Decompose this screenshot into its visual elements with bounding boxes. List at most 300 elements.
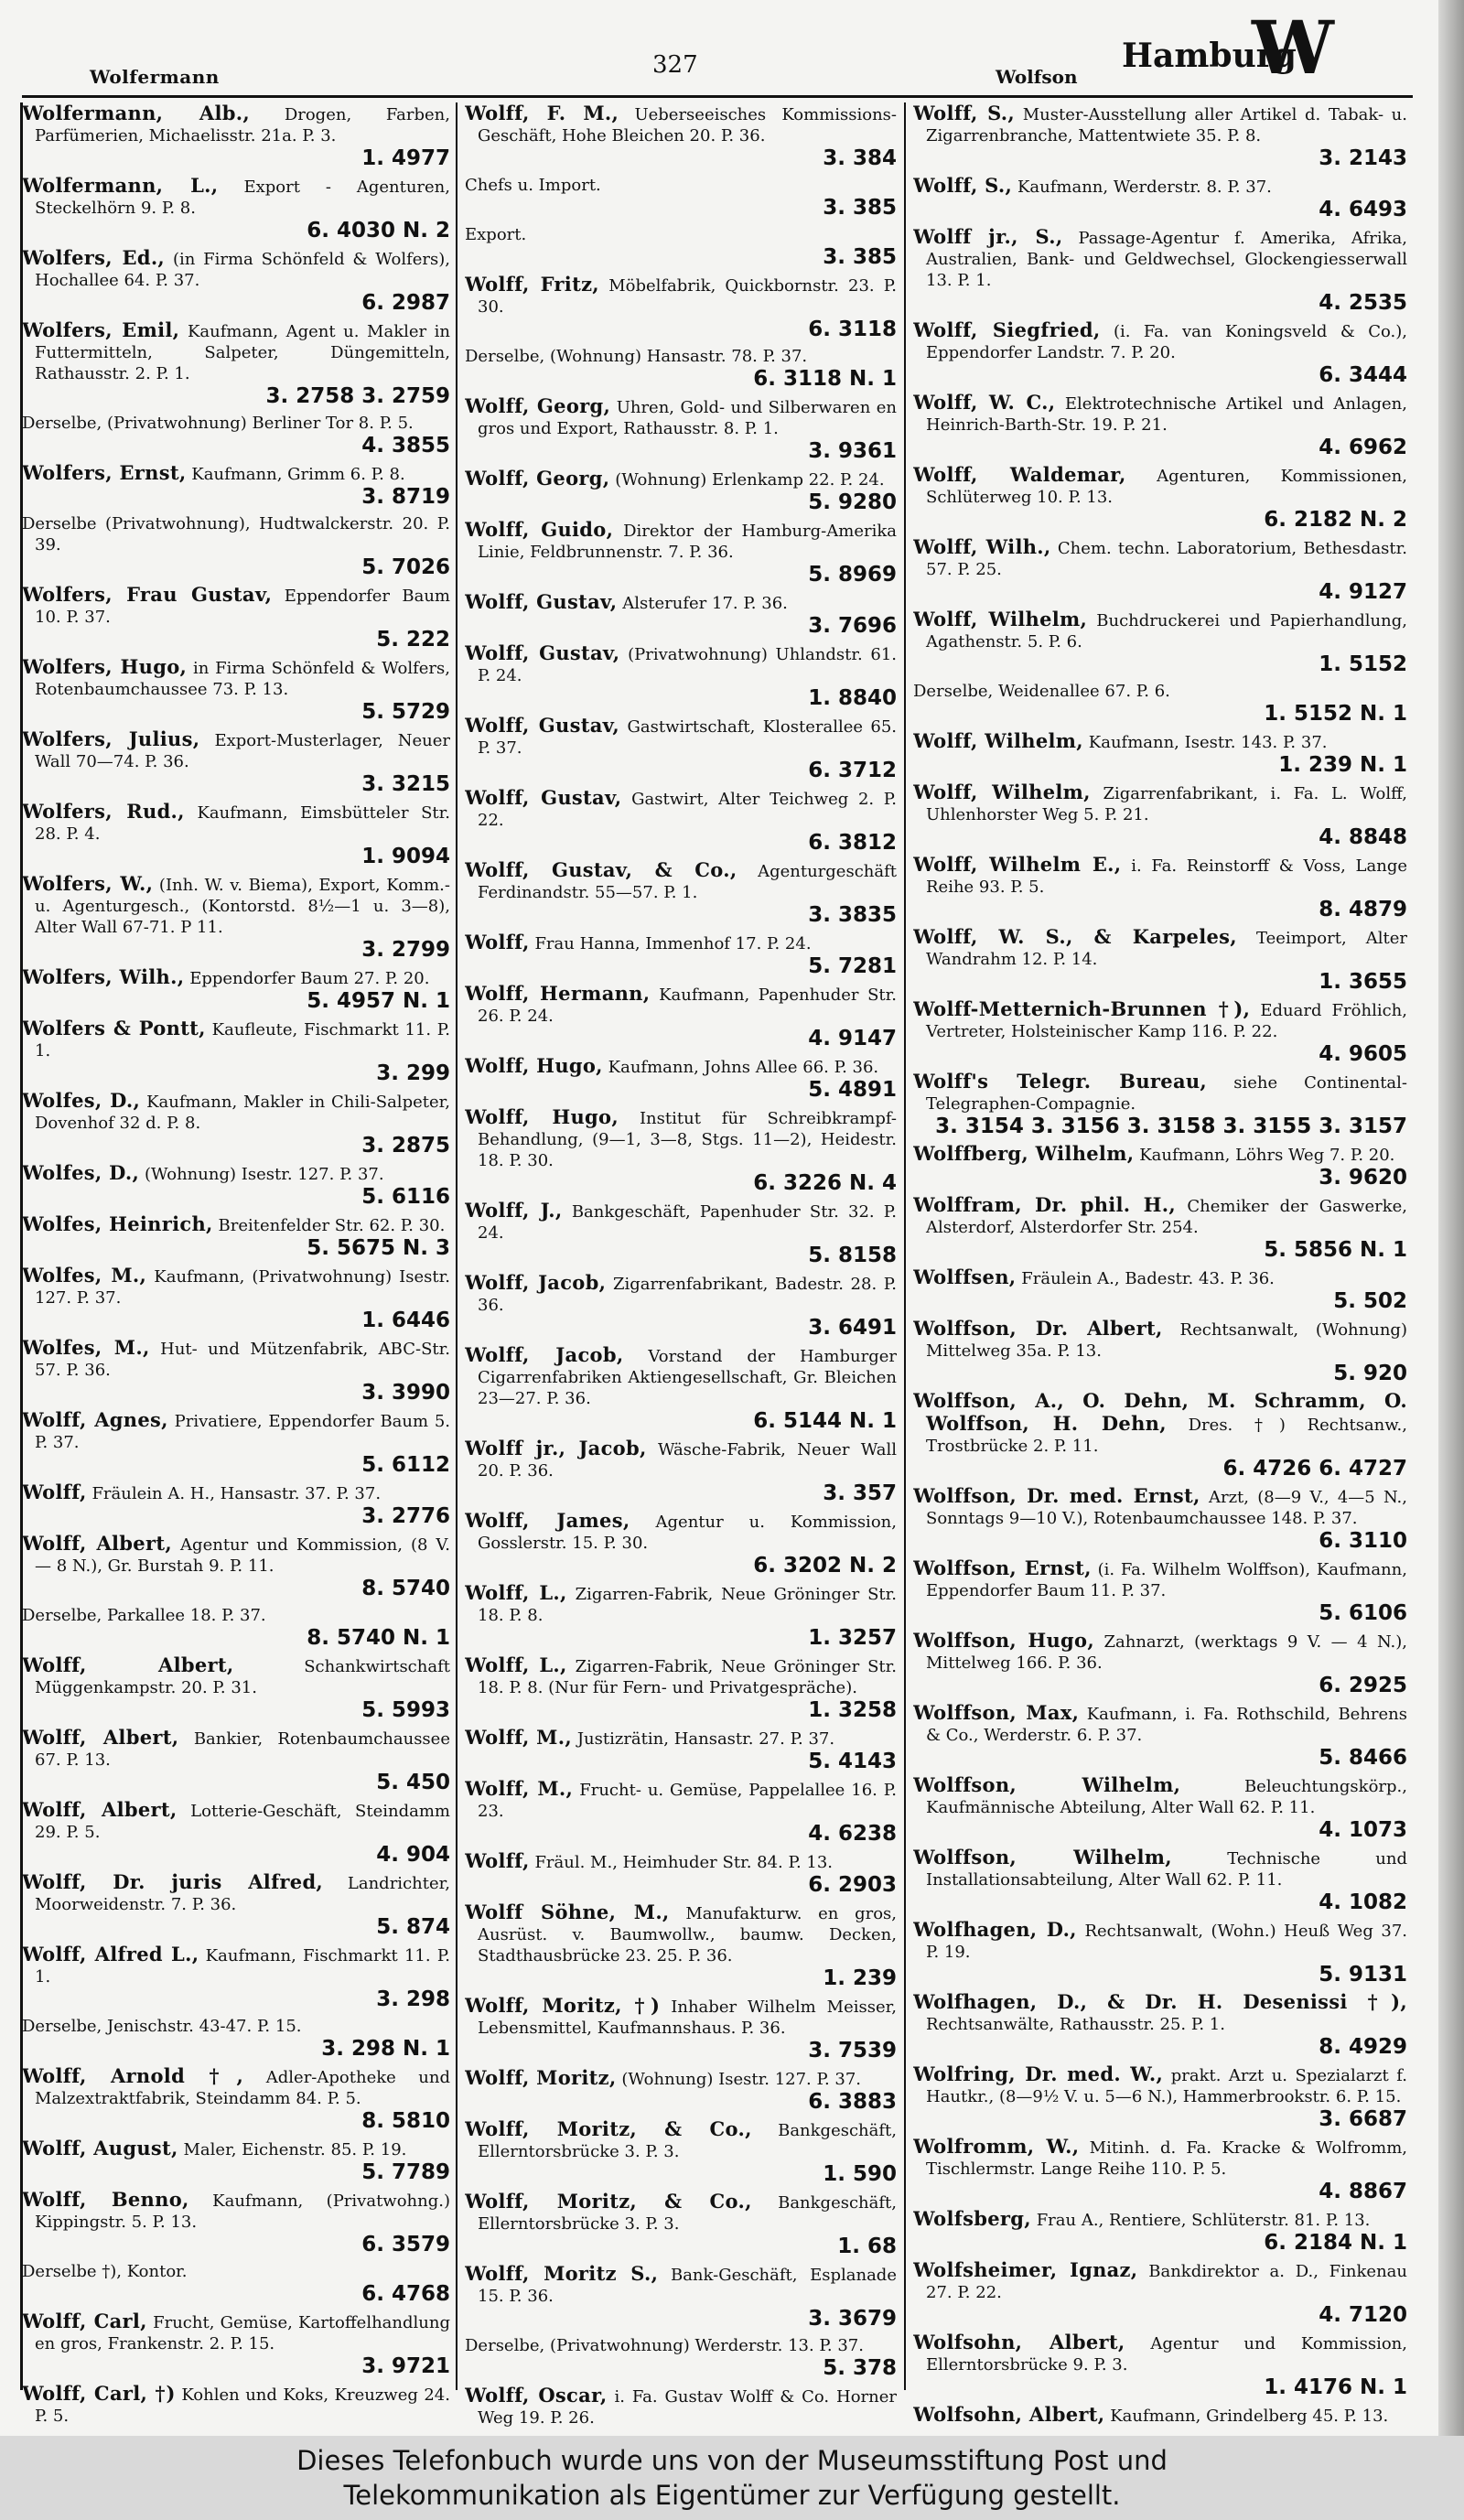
directory-entry [913, 536, 1407, 604]
directory-entry [465, 1438, 897, 1505]
directory-entry [22, 1265, 450, 1332]
entry-name: Wolffson, A., O. Dehn, M. Schramm, O. Wolffson, H. Dehn, [913, 1389, 1407, 1435]
directory-entry [22, 1481, 450, 1528]
entry-name: Wolff, Gustav, [465, 786, 622, 809]
entry-phone-number: 4. 6493 [1319, 198, 1407, 221]
entry-name: Wolfromm, W., [913, 2135, 1080, 2158]
entry-phone-number: 3. 6491 [808, 1316, 897, 1340]
directory-entry [465, 2335, 897, 2380]
entry-name: Wolff, [465, 1849, 530, 1872]
directory-entry [913, 464, 1407, 532]
entry-details: Kaufmann, Eimsbütteler Str. 28. P. 4. [35, 803, 450, 844]
entry-phone-number: 3. 385 [823, 245, 897, 269]
entry-details: Rechtsanwälte, Rathausstr. 25. P. 1. [926, 2015, 1225, 2034]
entry-phone-number: 4. 2535 [1319, 291, 1407, 315]
entry-details: Fräul. M., Heimhuder Str. 84. P. 13. [534, 1853, 834, 1872]
entry-phone-number: 6. 3579 [361, 2233, 450, 2256]
entry-name: Wolff, [465, 931, 530, 953]
entry-name: Wolff, S., [913, 174, 1013, 197]
entry-details: Kaufmann, Agent u. Makler in Futtermitteln, Salpeter, Düngemitteln, Rathausstr. 2. P. 1. [35, 322, 450, 383]
entry-name: Wolff, Hugo, [465, 1105, 619, 1128]
directory-entry [465, 2385, 897, 2427]
entry-details: Kaufmann, Makler in Chili-Salpeter, Dovenhof 32 d. P. 8. [35, 1093, 450, 1133]
entry-phone-number: 8. 4879 [1319, 898, 1407, 921]
directory-column-2 [465, 102, 897, 2427]
entry-name: Wolffsen, [913, 1265, 1017, 1288]
entry-phone-number: 1. 4977 [361, 146, 450, 170]
directory-entry [465, 346, 897, 391]
entry-name: Wolff, Wilhelm, [913, 608, 1088, 630]
entry-phone-number: 3. 357 [823, 1481, 897, 1505]
entry-details: Eppendorfer Baum 10. P. 37. [35, 587, 450, 627]
entry-details: Vorstand der Hamburger Cigarrenfabriken Aktiengesellschaft, Gr. Bleichen 23—27. P. 36. [478, 1347, 897, 1408]
directory-entry [22, 1337, 450, 1405]
entry-phone-number: 3. 9620 [1319, 1166, 1407, 1190]
entry-phone-number: 5. 378 [823, 2356, 897, 2380]
entry-phone-number: 3. 2875 [361, 1134, 450, 1158]
entry-phone-number: 5. 6112 [361, 1453, 450, 1477]
entry-name: Wolff, M., [465, 1777, 574, 1800]
directory-entry [465, 1778, 897, 1846]
running-header [26, 5, 1334, 91]
directory-entry [913, 1702, 1407, 1770]
directory-entry [22, 2383, 450, 2427]
entry-name: Wolff Söhne, M., [465, 1901, 670, 1923]
directory-entry [22, 1162, 450, 1209]
directory-entry [913, 102, 1407, 170]
entry-phone-number: 6. 2925 [1319, 1674, 1407, 1697]
entry-phone-number: 4. 9605 [1319, 1042, 1407, 1066]
entry-details: Chemiker der Gaswerke, Alsterdorf, Alsterdorfer Str. 254. [926, 1197, 1407, 1237]
directory-entry [22, 2261, 450, 2306]
entry-phone-number: 3. 8719 [361, 485, 450, 509]
directory-entry [465, 1901, 897, 1990]
directory-entry [913, 998, 1407, 1066]
entry-name: Wolfermann, L., [22, 174, 219, 197]
entry-name: Wolff, Georg, [465, 394, 611, 417]
entry-phone-number: 4. 6962 [1319, 436, 1407, 459]
directory-entry [465, 102, 897, 170]
entry-name: Wolfers, Emil, [22, 318, 180, 341]
header-city: Hamburg [1122, 37, 1297, 75]
entry-phone-number: 5. 9131 [1319, 1963, 1407, 1987]
entry-details: Fräulein A., Badestr. 43. P. 36. [1021, 1269, 1275, 1288]
entry-phone-number: 3. 3990 [361, 1381, 450, 1405]
entry-name: Wolff, Albert, [22, 1798, 178, 1821]
entry-name: Wolff, W. S., & Karpeles, [913, 925, 1237, 948]
entry-details: Teeimport, Alter Wandrahm 12. P. 14. [926, 929, 1407, 969]
entry-phone-number: 5. 8466 [1319, 1746, 1407, 1770]
entry-details: Export - Agenturen, Steckelhörn 9. P. 8. [35, 178, 450, 218]
entry-details: siehe Continental-Telegraphen-Compagnie. [926, 1073, 1407, 1114]
entry-name: Wolfes, M., [22, 1336, 150, 1359]
directory-entry [913, 2063, 1407, 2131]
entry-phone-number: 1. 4176 N. 1 [1264, 2375, 1407, 2399]
entry-details: Bankgeschäft, Papenhuder Str. 32. P. 24. [478, 1202, 897, 1243]
entry-details: Zigarrenfabrikant, i. Fa. L. Wolff, Uhlenhorster Weg 5. P. 21. [926, 784, 1407, 824]
entry-phone-number: 6. 3444 [1319, 363, 1407, 387]
entry-details: Zahnarzt, (werktags 9 V. — 4 N.), Mittelweg 166. P. 36. [926, 1632, 1407, 1673]
entry-name: Wolff, Wilh., [913, 535, 1051, 558]
directory-entry [22, 513, 450, 579]
entry-phone-number: 6. 4768 [361, 2282, 450, 2306]
directory-entry [913, 1318, 1407, 1385]
entry-details: Kaufmann, Fischmarkt 11. P. 1. [35, 1946, 450, 1987]
entry-phone-number: 3. 7539 [808, 2039, 897, 2062]
directory-entry [465, 1055, 897, 1102]
directory-entry [22, 801, 450, 868]
entry-name: Wolff, M., [465, 1726, 572, 1749]
entry-name: Wolffson, Hugo, [913, 1629, 1094, 1652]
entry-name: Wolfers, Rud., [22, 800, 185, 823]
entry-phone-number: 6. 3883 [808, 2090, 897, 2114]
entry-phone-number: 8. 5740 [361, 1577, 450, 1600]
entry-details: Derselbe, (Privatwohnung) Werderstr. 13. P. 37. [465, 2336, 864, 2355]
entry-phone-number: 3. 9361 [808, 439, 897, 463]
entry-details: i. Fa. Reinstorff & Voss, Lange Reihe 93. P. 5. [926, 856, 1407, 897]
entry-phone-number: 5. 4143 [808, 1750, 897, 1773]
entry-phone-number: 6. 2903 [808, 1873, 897, 1897]
entry-phone-number: 5. 6116 [361, 1185, 450, 1209]
entry-name: Wolfsohn, Albert, [913, 2403, 1105, 2426]
entry-name: Wolff, Agnes, [22, 1408, 168, 1431]
entry-name: Wolff, Arnold †, [22, 2064, 244, 2087]
directory-entry [465, 1850, 897, 1897]
footer-bar [0, 2436, 1464, 2520]
entry-name: Wolfsohn, Albert, [913, 2331, 1125, 2353]
directory-entry [465, 1727, 897, 1773]
footer-line-2: Telekommunikation als Eigentümer zur Verfügung gestellt. [343, 2480, 1121, 2511]
entry-phone-number: 3. 299 [376, 1061, 450, 1085]
entry-name: Wolff, Siegfried, [913, 318, 1101, 341]
directory-entry [465, 859, 897, 927]
directory-entry [913, 608, 1407, 676]
entry-details: Kaufleute, Fischmarkt 11. P. 1. [35, 1020, 450, 1061]
entry-name: Wolff, Gustav, & Co., [465, 858, 737, 881]
directory-entry [913, 2208, 1407, 2255]
entry-phone-number: 6. 5144 N. 1 [753, 1409, 897, 1433]
directory-entry [465, 787, 897, 855]
entry-name: Wolff, Hugo, [465, 1054, 603, 1077]
entry-details: Agentur u. Kommission, Gosslerstr. 15. P. 30. [478, 1513, 897, 1553]
directory-entry [913, 175, 1407, 221]
entry-phone-number: 4. 6238 [808, 1822, 897, 1846]
entry-details: Möbelfabrik, Quickbornstr. 23. P. 30. [478, 276, 897, 317]
entry-details: Kaufmann, Johns Allee 66. P. 36. [608, 1058, 879, 1077]
entry-name: Wolffson, Dr. med. Ernst, [913, 1484, 1200, 1507]
entry-phone-number: 3. 2776 [361, 1504, 450, 1528]
entry-details: Zigarren-Fabrik, Neue Gröninger Str. 18. P. 8. (Nur für Fern- und Privatgespräche). [478, 1657, 897, 1697]
entry-name: Wolff, Moritz, [465, 2066, 617, 2089]
directory-entry [465, 468, 897, 514]
entry-details: Maler, Eichenstr. 85. P. 19. [183, 2140, 407, 2159]
entry-details: Bank-Geschäft, Esplanade 15. P. 36. [478, 2266, 897, 2306]
entry-details: Passage-Agentur f. Amerika, Afrika, Australien, Bank- und Geldwechsel, Glockengiesserwall 13. P. 1. [926, 229, 1407, 290]
entry-name: Wolfers, Frau Gustav, [22, 583, 273, 606]
entry-details: Derselbe (Privatwohnung), Hudtwalckerstr. 20. P. 39. [22, 514, 450, 555]
entry-details: Frucht, Gemüse, Kartoffelhandlung en gros, Frankenstr. 2. P. 15. [35, 2313, 450, 2353]
entry-name: Wolff, Gustav, [465, 641, 620, 664]
entry-phone-number: 6. 3226 N. 4 [753, 1171, 897, 1195]
directory-entry [22, 1213, 450, 1260]
entry-details: Kaufmann, Grindelberg 45. P. 13. [1110, 2407, 1389, 2426]
directory-entry [465, 932, 897, 978]
entry-name: Wolff's Telegr. Bureau, [913, 1070, 1208, 1093]
entry-details: Kaufmann, (Privatwohnung) Isestr. 127. P. 37. [35, 1267, 450, 1308]
entry-name: Wolfes, D., [22, 1089, 141, 1112]
entry-name: Wolff, Moritz S., [465, 2262, 659, 2285]
directory-entry [22, 1605, 450, 1650]
entry-phone-number: 5. 4891 [808, 1078, 897, 1102]
entry-details: Alsterufer 17. P. 36. [622, 594, 788, 613]
directory-entry [913, 392, 1407, 459]
entry-name: Wolff, Albert, [22, 1653, 234, 1676]
entry-details: (Inh. W. v. Biema), Export, Komm.- u. Agenturgesch., (Kontorstd. 8½—1 u. 3—8), Alter Wall 67-71. P 11. [35, 876, 450, 937]
entry-details: Manufakturw. en gros, Ausrüst. v. Baumwollw., baumw. Decken, Stadthausbrücke 23. 25. P. 36. [478, 1904, 897, 1965]
directory-entry [465, 715, 897, 782]
directory-entry [465, 642, 897, 710]
directory-entry [465, 175, 897, 220]
entry-phone-number: 5. 7281 [808, 954, 897, 978]
directory-entry [22, 1090, 450, 1158]
entry-phone-number: 8. 4929 [1319, 2035, 1407, 2059]
entry-details: Bankdirektor a. D., Finkenau 27. P. 22. [926, 2262, 1407, 2302]
entry-phone-number: 1. 3655 [1319, 970, 1407, 994]
entry-details: Zigarren-Fabrik, Neue Gröninger Str. 18. P. 8. [478, 1585, 897, 1625]
directory-entry [465, 983, 897, 1050]
entry-name: Wolff, Carl, †) [22, 2382, 176, 2405]
entry-details: Agentur und Kommission, Ellerntorsbrücke 9. P. 3. [926, 2334, 1407, 2375]
directory-entry [913, 1071, 1407, 1138]
entry-details: Beleuchtungskörp., Kaufmännische Abteilung, Alter Wall 62. P. 11. [926, 1777, 1407, 1817]
entry-details: Inhaber Wilhelm Meisser, Lebensmittel, Kaufmannshaus. P. 36. [478, 1998, 897, 2038]
entry-details: Mitinh. d. Fa. Kracke & Wolfromm, Tischlermstr. Lange Reihe 110. P. 5. [926, 2138, 1407, 2179]
entry-details: Hut- und Mützenfabrik, ABC-Str. 57. P. 36. [35, 1340, 450, 1380]
entry-phone-number: 6. 4030 N. 2 [307, 219, 450, 242]
entry-phone-number: 5. 920 [1333, 1362, 1407, 1385]
directory-entry [465, 1582, 897, 1650]
directory-entry [913, 1991, 1407, 2059]
entry-name: Wolff, Georg, [465, 467, 610, 490]
entry-name: Wolff, Fritz, [465, 273, 599, 296]
entry-details: Eppendorfer Baum 27. P. 20. [189, 969, 430, 988]
entry-details: Frucht- u. Gemüse, Pappelallee 16. P. 23. [478, 1781, 897, 1821]
directory-column-3 [913, 102, 1407, 2427]
entry-phone-number: 4. 8867 [1319, 2180, 1407, 2203]
entry-details: Bankgeschäft, Ellerntorsbrücke 3. P. 3. [478, 2193, 897, 2234]
entry-phone-number: 5. 874 [376, 1915, 450, 1939]
directory-entry [22, 1799, 450, 1867]
entry-name: Wolff, Albert, [22, 1726, 179, 1749]
entry-phone-number: 5. 7789 [361, 2160, 450, 2184]
entry-name: Wolfers, W., [22, 872, 154, 895]
directory-entry [22, 1533, 450, 1600]
directory-entry [465, 2263, 897, 2331]
directory-entry [22, 102, 450, 170]
directory-entry [913, 781, 1407, 849]
entry-name: Wolffberg, Wilhelm, [913, 1142, 1135, 1165]
entry-details: Kohlen und Koks, Kreuzweg 24. P. 5. [35, 2385, 450, 2426]
entry-name: Wolff, Waldemar, [913, 463, 1126, 486]
entry-name: Wolff, L., [465, 1581, 567, 1604]
entry-phone-number: 3. 3215 [361, 772, 450, 796]
entry-name: Wolfes, D., [22, 1161, 140, 1184]
directory-entry [465, 519, 897, 587]
entry-name: Wolff-Metternich-Brunnen †), [913, 997, 1251, 1020]
entry-phone-number: 3. 2143 [1319, 146, 1407, 170]
entry-phone-number: 4. 1073 [1319, 1818, 1407, 1842]
entry-phone-number: 5. 8158 [808, 1244, 897, 1267]
entry-details: Chem. techn. Laboratorium, Bethesdastr. 57. P. 25. [926, 539, 1407, 579]
directory-entry [913, 854, 1407, 921]
entry-name: Wolfermann, Alb., [22, 102, 250, 124]
directory-entry [22, 1654, 450, 1722]
entry-name: Wolff, Wilhelm, [913, 729, 1083, 752]
header-last-entry: Wolfson [996, 66, 1078, 88]
directory-entry [465, 224, 897, 269]
entry-phone-number: 3. 2799 [361, 938, 450, 962]
directory-entry [913, 2136, 1407, 2203]
directory-entry [913, 1774, 1407, 1842]
entry-phone-number: 4. 3855 [361, 434, 450, 458]
directory-entry [22, 175, 450, 242]
entry-name: Wolfhagen, D., & Dr. H. Desenissi †), [913, 1990, 1407, 2013]
entry-name: Wolfers, Julius, [22, 727, 200, 750]
entry-phone-number: 5. 4957 N. 1 [307, 989, 450, 1013]
directory-entry [22, 2189, 450, 2256]
entry-details: Privatiere, Eppendorfer Baum 5. P. 37. [35, 1412, 450, 1452]
entry-phone-number: 5. 450 [376, 1771, 450, 1794]
entry-phone-number: 1. 5152 N. 1 [1264, 702, 1407, 726]
entry-details: (Privatwohnung) Uhlandstr. 61. P. 24. [478, 645, 897, 685]
entry-details: Direktor der Hamburg-Amerika Linie, Feldbrunnenstr. 7. P. 36. [478, 522, 897, 562]
entry-phone-number: 1. 5152 [1319, 652, 1407, 676]
entry-details: Justizrätin, Hansastr. 27. P. 37. [576, 1729, 835, 1749]
directory-entry [22, 1409, 450, 1477]
entry-name: Wolffson, Max, [913, 1701, 1080, 1724]
entry-phone-number: 3. 385 [823, 196, 897, 220]
directory-entry [913, 2332, 1407, 2399]
entry-details: Frau A., Rentiere, Schlüterstr. 81. P. 13. [1036, 2211, 1371, 2230]
directory-entry [22, 2310, 450, 2378]
entry-details: Agenturgeschäft Ferdinandstr. 55—57. P. 1. [478, 862, 897, 902]
entry-phone-number: 1. 3257 [808, 1626, 897, 1650]
entry-name: Wolfers, Hugo, [22, 655, 188, 678]
entry-phone-number: 5. 8969 [808, 563, 897, 587]
entry-details: Frau Hanna, Immenhof 17. P. 24. [534, 934, 812, 953]
entry-name: Wolff, Dr. juris Alfred, [22, 1870, 324, 1893]
entry-name: Wolff, Jacob, [465, 1271, 607, 1294]
entry-name: Wolff jr., Jacob, [465, 1437, 647, 1459]
entry-name: Wolfes, M., [22, 1264, 147, 1287]
entry-name: Wolffram, Dr. phil. H., [913, 1193, 1176, 1216]
entry-phone-number: 6. 4726 6. 4727 [1222, 1457, 1407, 1481]
directory-entry [465, 591, 897, 638]
entry-details: Dres. †) Rechtsanw., Trostbrücke 2. P. 11. [926, 1416, 1407, 1456]
directory-entry [913, 1143, 1407, 1190]
column-divider-2 [904, 102, 906, 2390]
entry-name: Wolfsberg, [913, 2207, 1031, 2230]
entry-phone-number: 3. 3679 [808, 2307, 897, 2331]
entry-details: Kaufmann, i. Fa. Rothschild, Behrens & Co., Werderstr. 6. P. 37. [926, 1705, 1407, 1745]
entry-name: Wolff, L., [465, 1653, 567, 1676]
entry-name: Wolff, Moritz, †) [465, 1994, 661, 2017]
entry-details: Derselbe †), Kontor. [22, 2262, 188, 2281]
directory-entry [22, 873, 450, 962]
entry-phone-number: 5. 5675 N. 3 [307, 1236, 450, 1260]
entry-details: Agenturen, Kommissionen, Schlüterweg 10. P. 13. [926, 467, 1407, 507]
directory-entry [22, 584, 450, 652]
top-rule [22, 95, 1413, 98]
entry-details: Uhren, Gold- und Silberwaren en gros und Export, Rathausstr. 8. P. 1. [478, 398, 897, 438]
entry-phone-number: 1. 6446 [361, 1308, 450, 1332]
entry-details: Muster-Ausstellung aller Artikel d. Tabak- u. Zigarrenbranche, Mattentwiete 35. P. 8. [926, 105, 1407, 145]
entry-name: Wolff, Oscar, [465, 2384, 608, 2407]
directory-entry [913, 730, 1407, 777]
entry-name: Wolff, Wilhelm E., [913, 853, 1122, 876]
header-first-entry: Wolfermann [90, 66, 220, 88]
entry-details: Derselbe, Parkallee 18. P. 37. [22, 1606, 266, 1625]
entry-name: Wolfers, Wilh., [22, 965, 185, 988]
entry-name: Wolffson, Wilhelm, [913, 1846, 1172, 1868]
entry-details: (i. Fa. van Koningsveld & Co.), Eppendorfer Landstr. 7. P. 20. [926, 322, 1407, 362]
entry-details: Lotterie-Geschäft, Steindamm 29. P. 5. [35, 1802, 450, 1842]
entry-phone-number: 5. 5856 N. 1 [1264, 1238, 1407, 1262]
entry-details: Kaufmann, Papenhuder Str. 26. P. 24. [478, 985, 897, 1026]
directory-entry [465, 1272, 897, 1340]
entry-details: Ueberseeisches Kommissions-Geschäft, Hohe Bleichen 20. P. 36. [478, 105, 897, 145]
entry-details: Export. [465, 225, 527, 244]
entry-name: Wolff, Moritz, & Co., [465, 2190, 752, 2213]
entry-phone-number: 5. 502 [1333, 1289, 1407, 1313]
entry-details: Gastwirt, Alter Teichweg 2. P. 22. [478, 790, 897, 830]
entry-details: Derselbe, Weidenallee 67. P. 6. [913, 682, 1170, 701]
entry-phone-number: 6. 3712 [808, 759, 897, 782]
entry-details: Derselbe, (Wohnung) Hansastr. 78. P. 37. [465, 347, 808, 366]
entry-phone-number: 3. 298 N. 1 [321, 2037, 450, 2061]
directory-entry [465, 1995, 897, 2062]
entry-name: Wolff, Moritz, & Co., [465, 2117, 752, 2140]
entry-details: Buchdruckerei und Papierhandlung, Agathenstr. 5. P. 6. [926, 611, 1407, 652]
entry-phone-number: 6. 3118 [808, 318, 897, 341]
directory-entry [22, 413, 450, 458]
entry-name: Wolff, Guido, [465, 518, 614, 541]
entry-details: Rechtsanwalt, (Wohnung) Mittelweg 35a. P. 13. [926, 1320, 1407, 1361]
entry-details: Zigarrenfabrikant, Badestr. 28. P. 36. [478, 1275, 897, 1315]
directory-entry [465, 1106, 897, 1195]
directory-entry [22, 1944, 450, 2011]
directory-entry [465, 2118, 897, 2186]
entry-phone-number: 4. 9127 [1319, 580, 1407, 604]
entry-details: Technische und Installationsabteilung, Alter Wall 62. P. 11. [926, 1849, 1407, 1890]
directory-entry [913, 1390, 1407, 1481]
directory-entry [465, 1344, 897, 1433]
entry-phone-number: 3. 384 [823, 146, 897, 170]
entry-name: Wolff, J., [465, 1199, 563, 1222]
entry-phone-number: 8. 5810 [361, 2109, 450, 2133]
entry-phone-number: 6. 3202 N. 2 [753, 1554, 897, 1578]
entry-name: Wolff, Benno, [22, 2188, 189, 2211]
directory-entry [22, 462, 450, 509]
entry-details: Institut für Schreibkrampf-Behandlung, (9—1, 3—8, Stgs. 11—2), Heidestr. 18. P. 30. [478, 1109, 897, 1170]
entry-phone-number: 6. 3110 [1319, 1529, 1407, 1553]
entry-name: Wolff, [22, 1481, 87, 1503]
entry-details: (Wohnung) Erlenkamp 22. P. 24. [615, 470, 885, 490]
entry-name: Wolff, Alfred L., [22, 1943, 199, 1965]
entry-phone-number: 6. 2184 N. 1 [1264, 2231, 1407, 2255]
entry-name: Wolff, August, [22, 2137, 178, 2159]
entry-details: Eduard Fröhlich, Vertreter, Holsteinischer Kamp 116. P. 22. [926, 1001, 1407, 1041]
